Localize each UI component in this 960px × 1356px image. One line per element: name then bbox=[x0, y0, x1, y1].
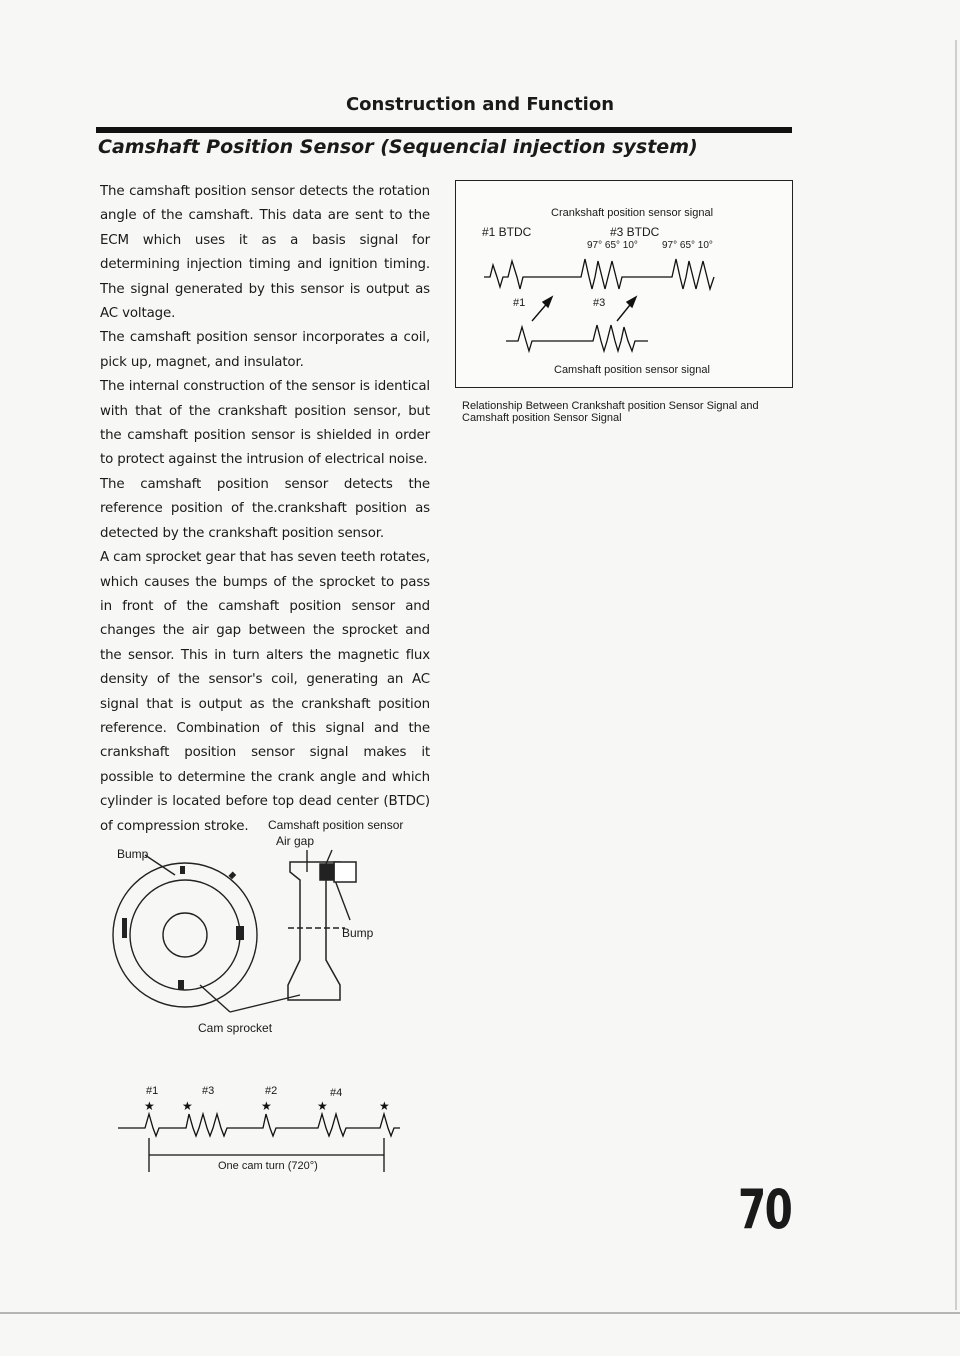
cyl1-label: #1 bbox=[513, 297, 526, 309]
paragraph-5: A cam sprocket gear that has seven teeth rotates, which causes the bumps of the sprocket to pass in front of the camshaft position sensor and changes the air gap between the sprocket and the sensor. This in turn alters the magnetic flux density of the sensor's coil, generating an AC signal that is output as the crankshaft position reference. Combination of this signal and the crankshaft position sensor signal makes it possible to determine the crank angle and which cylinder is located before top dead center (BTDC) of compression stroke. bbox=[100, 550, 430, 834]
bump-label-right: Bump bbox=[342, 926, 374, 940]
timing-arrows bbox=[532, 297, 636, 321]
svg-text:★: ★ bbox=[182, 1099, 193, 1113]
sprocket-leader-2 bbox=[230, 995, 300, 1012]
paragraph-4: The camshaft position sensor detects the reference position of the.crankshaft position as detected by the crankshaft position sensor. bbox=[100, 476, 430, 541]
turn-label-2: #2 bbox=[265, 1085, 278, 1097]
signal-figure-box bbox=[455, 180, 793, 388]
turn-label-1: #1 bbox=[146, 1085, 159, 1097]
sensor-leader bbox=[320, 850, 332, 878]
svg-text:★: ★ bbox=[261, 1099, 272, 1113]
header-rule bbox=[96, 127, 792, 133]
bump-leader-right bbox=[333, 875, 350, 920]
angles-a-label: 97° 65° 10° bbox=[587, 240, 638, 251]
svg-text:★: ★ bbox=[317, 1099, 328, 1113]
cam-waveform bbox=[506, 325, 648, 351]
page-header: Construction and Function bbox=[345, 94, 615, 115]
page-number: 70 bbox=[738, 1178, 792, 1241]
page-edge-bottom bbox=[0, 1312, 960, 1314]
signal-waveforms bbox=[456, 181, 792, 387]
cam-sprocket-label: Cam sprocket bbox=[198, 1021, 273, 1035]
page-edge-right bbox=[955, 40, 957, 1310]
bump-leader-left bbox=[145, 855, 175, 875]
crank-waveform bbox=[484, 259, 714, 289]
btdc1-label: #1 BTDC bbox=[482, 225, 532, 239]
cyl3-label: #3 bbox=[593, 297, 606, 309]
bump-label-left: Bump bbox=[117, 847, 149, 861]
sprocket-hub bbox=[163, 913, 207, 957]
btdc3-label: #3 BTDC bbox=[610, 225, 660, 239]
cam-signal-title: Camshaft position sensor signal bbox=[554, 364, 710, 376]
turn-markers bbox=[144, 1099, 390, 1113]
turn-label-3: #3 bbox=[202, 1085, 215, 1097]
cam-turn-signal bbox=[118, 1114, 400, 1136]
air-gap-label: Air gap bbox=[276, 834, 315, 848]
sprocket-inner bbox=[130, 880, 240, 990]
turn-label-4: #4 bbox=[330, 1087, 343, 1099]
paragraph-3: The internal construction of the sensor is identical with that of the crankshaft position sensor, but the camshaft position sensor is shielded in order to protect against the intrusion of electrical noise. bbox=[100, 379, 430, 468]
sprocket-bumps bbox=[122, 866, 244, 990]
signal-figure-caption: Relationship Between Crankshaft position Sensor Signal and Camshaft position Sensor Signal bbox=[462, 400, 759, 424]
angles-b-label: 97° 65° 10° bbox=[662, 240, 713, 251]
body-text bbox=[100, 180, 430, 839]
paragraph-1: The camshaft position sensor detects the rotation angle of the camshaft. This data are sent to the ECM which uses it as a basis signal for determining injection timing and ignition timing. The signal generated by this sensor is output as AC voltage. bbox=[100, 184, 430, 322]
crank-signal-title: Crankshaft position sensor signal bbox=[551, 207, 714, 219]
sprocket-outer bbox=[113, 863, 257, 1007]
svg-text:★: ★ bbox=[379, 1099, 390, 1113]
svg-text:★: ★ bbox=[144, 1099, 155, 1113]
cam-turn-label: One cam turn (720°) bbox=[218, 1160, 318, 1172]
paragraph-2: The camshaft position sensor incorporates a coil, pick up, magnet, and insulator. bbox=[100, 330, 430, 370]
section-title: Camshaft Position Sensor (Sequencial injection system) bbox=[98, 136, 698, 158]
sensor-label: Camshaft position sensor bbox=[268, 818, 404, 832]
sprocket-leader bbox=[200, 985, 230, 1012]
